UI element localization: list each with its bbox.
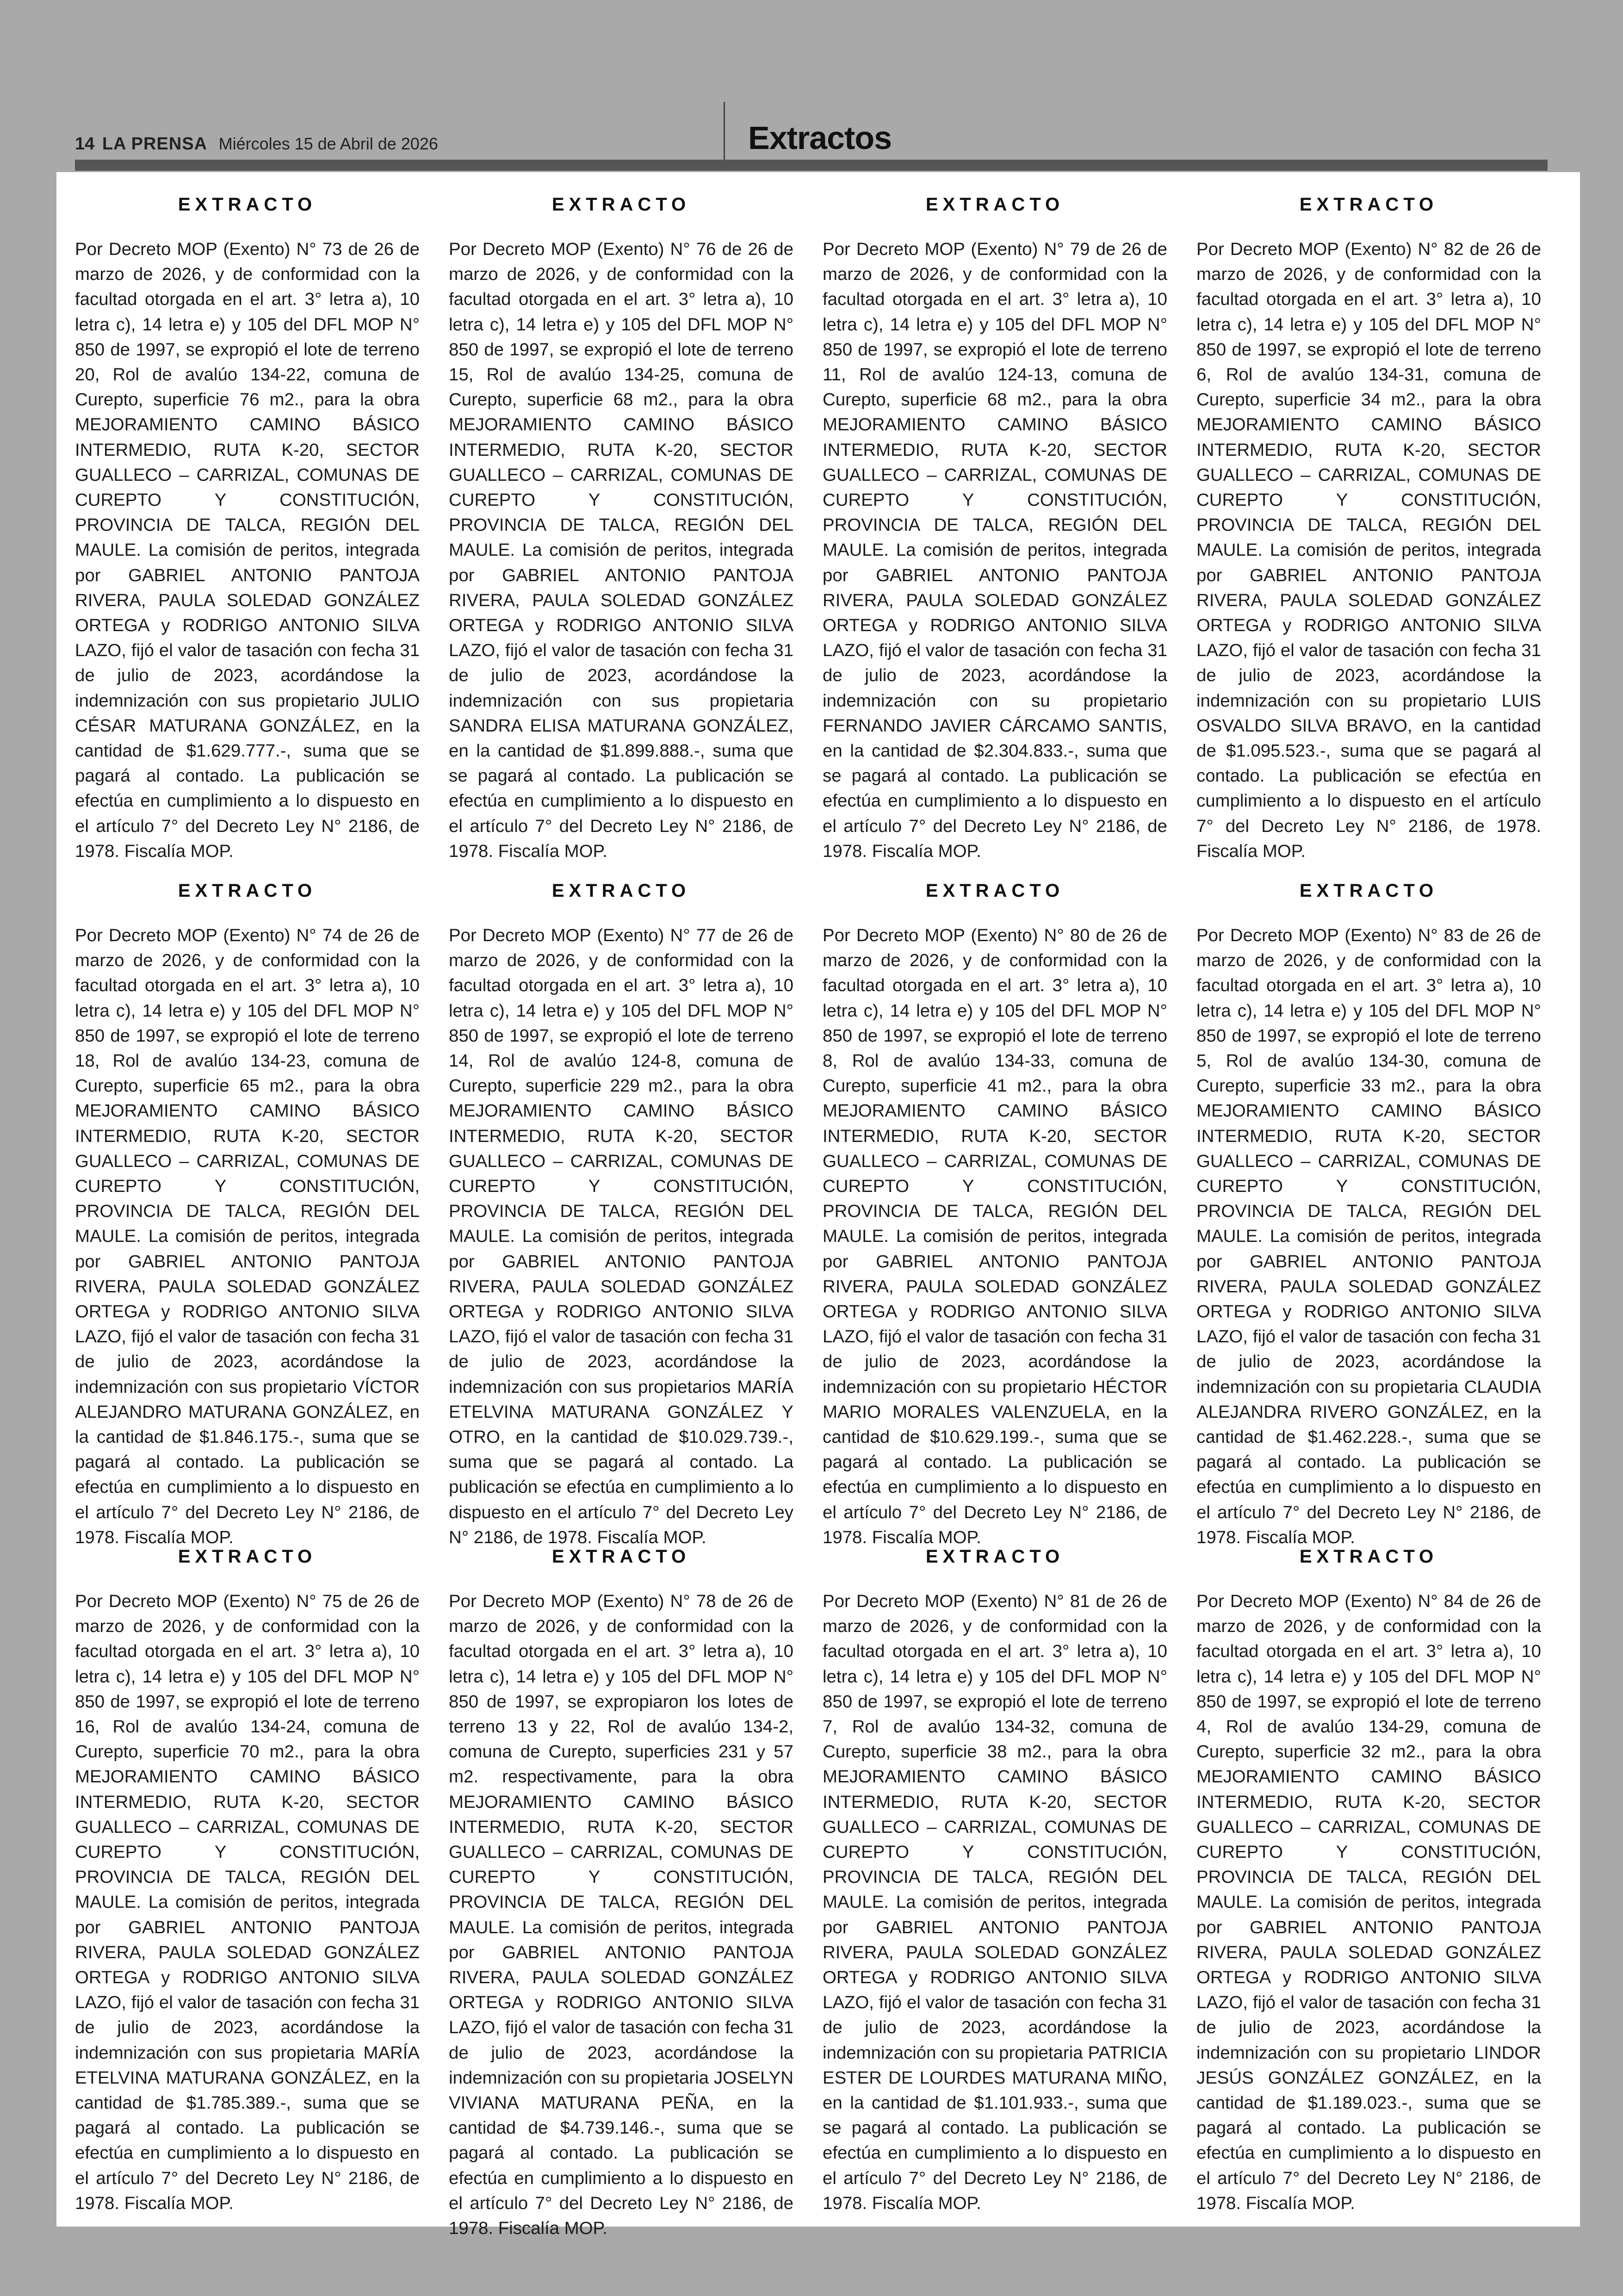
newspaper-name: LA PRENSA <box>102 134 208 154</box>
extract-notice <box>1196 1543 1541 2216</box>
extract-title: EXTRACTO <box>1299 194 1438 215</box>
extract-notice <box>823 877 1167 1550</box>
extract-notice <box>823 1543 1167 2216</box>
extract-notice <box>75 1543 420 2216</box>
extract-body: Por Decreto MOP (Exento) N° 78 de 26 de marzo de 2026, y de conformidad con la facultad otorgada en el art. 3° letra a), 10 letra c), 14 letra e) y 105 del DFL MOP N° 850 de 1997, se expropiaron los lotes de terreno 13 y 22, Rol de avalúo 134-2, comuna de Curepto, superficies 231 y 57 m2. respectivamente, para la obra MEJORAMIENTO CAMINO BÁSICO INTERMEDIO, RUTA K-20, SECTOR GUALLECO – CARRIZAL, COMUNAS DE CUREPTO Y CONSTITUCIÓN, PROVINCIA DE TALCA, REGIÓN DEL MAULE. La comisión de peritos, integrada por GABRIEL ANTONIO PANTOJA RIVERA, PAULA SOLEDAD GONZÁLEZ ORTEGA y RODRIGO ANTONIO SILVA LAZO, fijó el valor de tasación con fecha 31 de julio de 2023, acordándose la indemnización con su propietaria JOSELYN VIVIANA MATURANA PEÑA, en la cantidad de $4.739.146.-, suma que se pagará al contado. La publicación se efectúa en cumplimiento a lo dispuesto en el artículo 7° del Decreto Ley N° 2186, de 1978. Fiscalía MOP. <box>449 1591 793 2239</box>
header-rule <box>75 160 1548 171</box>
extract-title: EXTRACTO <box>551 194 691 215</box>
extract-body: Por Decreto MOP (Exento) N° 80 de 26 de marzo de 2026, y de conformidad con la facultad otorgada en el art. 3° letra a), 10 letra c), 14 letra e) y 105 del DFL MOP N° 850 de 1997, se expropió el lote de terreno 8, Rol de avalúo 134-33, comuna de Curepto, superficie 41 m2., para la obra MEJORAMIENTO CAMINO BÁSICO INTERMEDIO, RUTA K-20, SECTOR GUALLECO – CARRIZAL, COMUNAS DE CUREPTO Y CONSTITUCIÓN, PROVINCIA DE TALCA, REGIÓN DEL MAULE. La comisión de peritos, integrada por GABRIEL ANTONIO PANTOJA RIVERA, PAULA SOLEDAD GONZÁLEZ ORTEGA y RODRIGO ANTONIO SILVA LAZO, fijó el valor de tasación con fecha 31 de julio de 2023, acordándose la indemnización con su propietario HÉCTOR MARIO MORALES VALENZUELA, en la cantidad de $10.629.199.-, suma que se pagará al contado. La publicación se efectúa en cumplimiento a lo dispuesto en el artículo 7° del Decreto Ley N° 2186, de 1978. Fiscalía MOP. <box>823 925 1167 1547</box>
extract-notice <box>449 877 793 1550</box>
extract-title: EXTRACTO <box>925 881 1065 901</box>
extract-title: EXTRACTO <box>1299 881 1438 901</box>
page-number: 14 <box>75 134 95 154</box>
extract-body: Por Decreto MOP (Exento) N° 81 de 26 de marzo de 2026, y de conformidad con la facultad otorgada en el art. 3° letra a), 10 letra c), 14 letra e) y 105 del DFL MOP N° 850 de 1997, se expropió el lote de terreno 7, Rol de avalúo 134-32, comuna de Curepto, superficie 38 m2., para la obra MEJORAMIENTO CAMINO BÁSICO INTERMEDIO, RUTA K-20, SECTOR GUALLECO – CARRIZAL, COMUNAS DE CUREPTO Y CONSTITUCIÓN, PROVINCIA DE TALCA, REGIÓN DEL MAULE. La comisión de peritos, integrada por GABRIEL ANTONIO PANTOJA RIVERA, PAULA SOLEDAD GONZÁLEZ ORTEGA y RODRIGO ANTONIO SILVA LAZO, fijó el valor de tasación con fecha 31 de julio de 2023, acordándose la indemnización con su propietaria PATRICIA ESTER DE LOURDES MATURANA MIÑO, en la cantidad de $1.101.933.-, suma que se pagará al contado. La publicación se efectúa en cumplimiento a lo dispuesto en el artículo 7° del Decreto Ley N° 2186, de 1978. Fiscalía MOP. <box>823 1591 1167 2213</box>
extract-title: EXTRACTO <box>551 1546 691 1567</box>
extract-title: EXTRACTO <box>925 1546 1065 1567</box>
extract-notice <box>75 191 420 864</box>
extract-body: Por Decreto MOP (Exento) N° 74 de 26 de marzo de 2026, y de conformidad con la facultad otorgada en el art. 3° letra a), 10 letra c), 14 letra e) y 105 del DFL MOP N° 850 de 1997, se expropió el lote de terreno 18, Rol de avalúo 134-23, comuna de Curepto, superficie 65 m2., para la obra MEJORAMIENTO CAMINO BÁSICO INTERMEDIO, RUTA K-20, SECTOR GUALLECO – CARRIZAL, COMUNAS DE CUREPTO Y CONSTITUCIÓN, PROVINCIA DE TALCA, REGIÓN DEL MAULE. La comisión de peritos, integrada por GABRIEL ANTONIO PANTOJA RIVERA, PAULA SOLEDAD GONZÁLEZ ORTEGA y RODRIGO ANTONIO SILVA LAZO, fijó el valor de tasación con fecha 31 de julio de 2023, acordándose la indemnización con sus propietario VÍCTOR ALEJANDRO MATURANA GONZÁLEZ, en la cantidad de $1.846.175.-, suma que se pagará al contado. La publicación se efectúa en cumplimiento a lo dispuesto en el artículo 7° del Decreto Ley N° 2186, de 1978. Fiscalía MOP. <box>75 925 420 1547</box>
extract-body: Por Decreto MOP (Exento) N° 77 de 26 de marzo de 2026, y de conformidad con la facultad otorgada en el art. 3° letra a), 10 letra c), 14 letra e) y 105 del DFL MOP N° 850 de 1997, se expropió el lote de terreno 14, Rol de avalúo 124-8, comuna de Curepto, superficie 229 m2., para la obra MEJORAMIENTO CAMINO BÁSICO INTERMEDIO, RUTA K-20, SECTOR GUALLECO – CARRIZAL, COMUNAS DE CUREPTO Y CONSTITUCIÓN, PROVINCIA DE TALCA, REGIÓN DEL MAULE. La comisión de peritos, integrada por GABRIEL ANTONIO PANTOJA RIVERA, PAULA SOLEDAD GONZÁLEZ ORTEGA y RODRIGO ANTONIO SILVA LAZO, fijó el valor de tasación con fecha 31 de julio de 2023, acordándose la indemnización con sus propietarios MARÍA ETELVINA MATURANA GONZÁLEZ Y OTRO, en la cantidad de $10.029.739.-, suma que se pagará al contado. La publicación se efectúa en cumplimiento a lo dispuesto en el artículo 7° del Decreto Ley N° 2186, de 1978. Fiscalía MOP. <box>449 925 793 1547</box>
extract-title: EXTRACTO <box>178 194 317 215</box>
extract-title: EXTRACTO <box>925 194 1065 215</box>
extract-body: Por Decreto MOP (Exento) N° 79 de 26 de marzo de 2026, y de conformidad con la facultad otorgada en el art. 3° letra a), 10 letra c), 14 letra e) y 105 del DFL MOP N° 850 de 1997, se expropió el lote de terreno 11, Rol de avalúo 124-13, comuna de Curepto, superficie 68 m2., para la obra MEJORAMIENTO CAMINO BÁSICO INTERMEDIO, RUTA K-20, SECTOR GUALLECO – CARRIZAL, COMUNAS DE CUREPTO Y CONSTITUCIÓN, PROVINCIA DE TALCA, REGIÓN DEL MAULE. La comisión de peritos, integrada por GABRIEL ANTONIO PANTOJA RIVERA, PAULA SOLEDAD GONZÁLEZ ORTEGA y RODRIGO ANTONIO SILVA LAZO, fijó el valor de tasación con fecha 31 de julio de 2023, acordándose la indemnización con su propietario FERNANDO JAVIER CÁRCAMO SANTIS, en la cantidad de $2.304.833.-, suma que se pagará al contado. La publicación se efectúa en cumplimiento a lo dispuesto en el artículo 7° del Decreto Ley N° 2186, de 1978. Fiscalía MOP. <box>823 239 1167 861</box>
extract-notice <box>1196 877 1541 1550</box>
extract-body: Por Decreto MOP (Exento) N° 75 de 26 de marzo de 2026, y de conformidad con la facultad otorgada en el art. 3° letra a), 10 letra c), 14 letra e) y 105 del DFL MOP N° 850 de 1997, se expropió el lote de terreno 16, Rol de avalúo 134-24, comuna de Curepto, superficie 70 m2., para la obra MEJORAMIENTO CAMINO BÁSICO INTERMEDIO, RUTA K-20, SECTOR GUALLECO – CARRIZAL, COMUNAS DE CUREPTO Y CONSTITUCIÓN, PROVINCIA DE TALCA, REGIÓN DEL MAULE. La comisión de peritos, integrada por GABRIEL ANTONIO PANTOJA RIVERA, PAULA SOLEDAD GONZÁLEZ ORTEGA y RODRIGO ANTONIO SILVA LAZO, fijó el valor de tasación con fecha 31 de julio de 2023, acordándose la indemnización con sus propietaria MARÍA ETELVINA MATURANA GONZÁLEZ, en la cantidad de $1.785.389.-, suma que se pagará al contado. La publicación se efectúa en cumplimiento a lo dispuesto en el artículo 7° del Decreto Ley N° 2186, de 1978. Fiscalía MOP. <box>75 1591 420 2213</box>
extract-title: EXTRACTO <box>178 881 317 901</box>
extract-title: EXTRACTO <box>1299 1546 1438 1567</box>
header-divider <box>724 102 725 162</box>
extract-body: Por Decreto MOP (Exento) N° 76 de 26 de marzo de 2026, y de conformidad con la facultad otorgada en el art. 3° letra a), 10 letra c), 14 letra e) y 105 del DFL MOP N° 850 de 1997, se expropió el lote de terreno 15, Rol de avalúo 134-25, comuna de Curepto, superficie 68 m2., para la obra MEJORAMIENTO CAMINO BÁSICO INTERMEDIO, RUTA K-20, SECTOR GUALLECO – CARRIZAL, COMUNAS DE CUREPTO Y CONSTITUCIÓN, PROVINCIA DE TALCA, REGIÓN DEL MAULE. La comisión de peritos, integrada por GABRIEL ANTONIO PANTOJA RIVERA, PAULA SOLEDAD GONZÁLEZ ORTEGA y RODRIGO ANTONIO SILVA LAZO, fijó el valor de tasación con fecha 31 de julio de 2023, acordándose la indemnización con sus propietaria SANDRA ELISA MATURANA GONZÁLEZ, en la cantidad de $1.899.888.-, suma que se pagará al contado. La publicación se efectúa en cumplimiento a lo dispuesto en el artículo 7° del Decreto Ley N° 2186, de 1978. Fiscalía MOP. <box>449 239 793 861</box>
extract-notice <box>75 877 420 1550</box>
folio <box>75 134 438 154</box>
issue-date: Miércoles 15 de Abril de 2026 <box>218 134 438 153</box>
extract-title: EXTRACTO <box>178 1546 317 1567</box>
extract-notice <box>1196 191 1541 864</box>
extract-title: EXTRACTO <box>551 881 691 901</box>
section-title: Extractos <box>748 120 892 156</box>
extract-body: Por Decreto MOP (Exento) N° 82 de 26 de marzo de 2026, y de conformidad con la facultad otorgada en el art. 3° letra a), 10 letra c), 14 letra e) y 105 del DFL MOP N° 850 de 1997, se expropió el lote de terreno 6, Rol de avalúo 134-31, comuna de Curepto, superficie 34 m2., para la obra MEJORAMIENTO CAMINO BÁSICO INTERMEDIO, RUTA K-20, SECTOR GUALLECO – CARRIZAL, COMUNAS DE CUREPTO Y CONSTITUCIÓN, PROVINCIA DE TALCA, REGIÓN DEL MAULE. La comisión de peritos, integrada por GABRIEL ANTONIO PANTOJA RIVERA, PAULA SOLEDAD GONZÁLEZ ORTEGA y RODRIGO ANTONIO SILVA LAZO, fijó el valor de tasación con fecha 31 de julio de 2023, acordándose la indemnización con su propietario LUIS OSVALDO SILVA BRAVO, en la cantidad de $1.095.523.-, suma que se pagará al contado. La publicación se efectúa en cumplimiento a lo dispuesto en el artículo 7° del Decreto Ley N° 2186, de 1978. Fiscalía MOP. <box>1196 239 1541 861</box>
extract-notice <box>449 1543 793 2241</box>
extracts-sheet <box>56 172 1580 2239</box>
extract-body: Por Decreto MOP (Exento) N° 73 de 26 de marzo de 2026, y de conformidad con la facultad otorgada en el art. 3° letra a), 10 letra c), 14 letra e) y 105 del DFL MOP N° 850 de 1997, se expropió el lote de terreno 20, Rol de avalúo 134-22, comuna de Curepto, superficie 76 m2., para la obra MEJORAMIENTO CAMINO BÁSICO INTERMEDIO, RUTA K-20, SECTOR GUALLECO – CARRIZAL, COMUNAS DE CUREPTO Y CONSTITUCIÓN, PROVINCIA DE TALCA, REGIÓN DEL MAULE. La comisión de peritos, integrada por GABRIEL ANTONIO PANTOJA RIVERA, PAULA SOLEDAD GONZÁLEZ ORTEGA y RODRIGO ANTONIO SILVA LAZO, fijó el valor de tasación con fecha 31 de julio de 2023, acordándose la indemnización con sus propietario JULIO CÉSAR MATURANA GONZÁLEZ, en la cantidad de $1.629.777.-, suma que se pagará al contado. La publicación se efectúa en cumplimiento a lo dispuesto en el artículo 7° del Decreto Ley N° 2186, de 1978. Fiscalía MOP. <box>75 239 420 861</box>
extract-body: Por Decreto MOP (Exento) N° 84 de 26 de marzo de 2026, y de conformidad con la facultad otorgada en el art. 3° letra a), 10 letra c), 14 letra e) y 105 del DFL MOP N° 850 de 1997, se expropió el lote de terreno 4, Rol de avalúo 134-29, comuna de Curepto, superficie 32 m2., para la obra MEJORAMIENTO CAMINO BÁSICO INTERMEDIO, RUTA K-20, SECTOR GUALLECO – CARRIZAL, COMUNAS DE CUREPTO Y CONSTITUCIÓN, PROVINCIA DE TALCA, REGIÓN DEL MAULE. La comisión de peritos, integrada por GABRIEL ANTONIO PANTOJA RIVERA, PAULA SOLEDAD GONZÁLEZ ORTEGA y RODRIGO ANTONIO SILVA LAZO, fijó el valor de tasación con fecha 31 de julio de 2023, acordándose la indemnización con su propietario LINDOR JESÚS GONZÁLEZ GONZÁLEZ, en la cantidad de $1.189.023.-, suma que se pagará al contado. La publicación se efectúa en cumplimiento a lo dispuesto en el artículo 7° del Decreto Ley N° 2186, de 1978. Fiscalía MOP. <box>1196 1591 1541 2213</box>
extract-notice <box>823 191 1167 864</box>
extract-body: Por Decreto MOP (Exento) N° 83 de 26 de marzo de 2026, y de conformidad con la facultad otorgada en el art. 3° letra a), 10 letra c), 14 letra e) y 105 del DFL MOP N° 850 de 1997, se expropió el lote de terreno 5, Rol de avalúo 134-30, comuna de Curepto, superficie 33 m2., para la obra MEJORAMIENTO CAMINO BÁSICO INTERMEDIO, RUTA K-20, SECTOR GUALLECO – CARRIZAL, COMUNAS DE CUREPTO Y CONSTITUCIÓN, PROVINCIA DE TALCA, REGIÓN DEL MAULE. La comisión de peritos, integrada por GABRIEL ANTONIO PANTOJA RIVERA, PAULA SOLEDAD GONZÁLEZ ORTEGA y RODRIGO ANTONIO SILVA LAZO, fijó el valor de tasación con fecha 31 de julio de 2023, acordándose la indemnización con su propietaria CLAUDIA ALEJANDRA RIVERO GONZÁLEZ, en la cantidad de $1.462.228.-, suma que se pagará al contado. La publicación se efectúa en cumplimiento a lo dispuesto en el artículo 7° del Decreto Ley N° 2186, de 1978. Fiscalía MOP. <box>1196 925 1541 1547</box>
extract-notice <box>449 191 793 864</box>
